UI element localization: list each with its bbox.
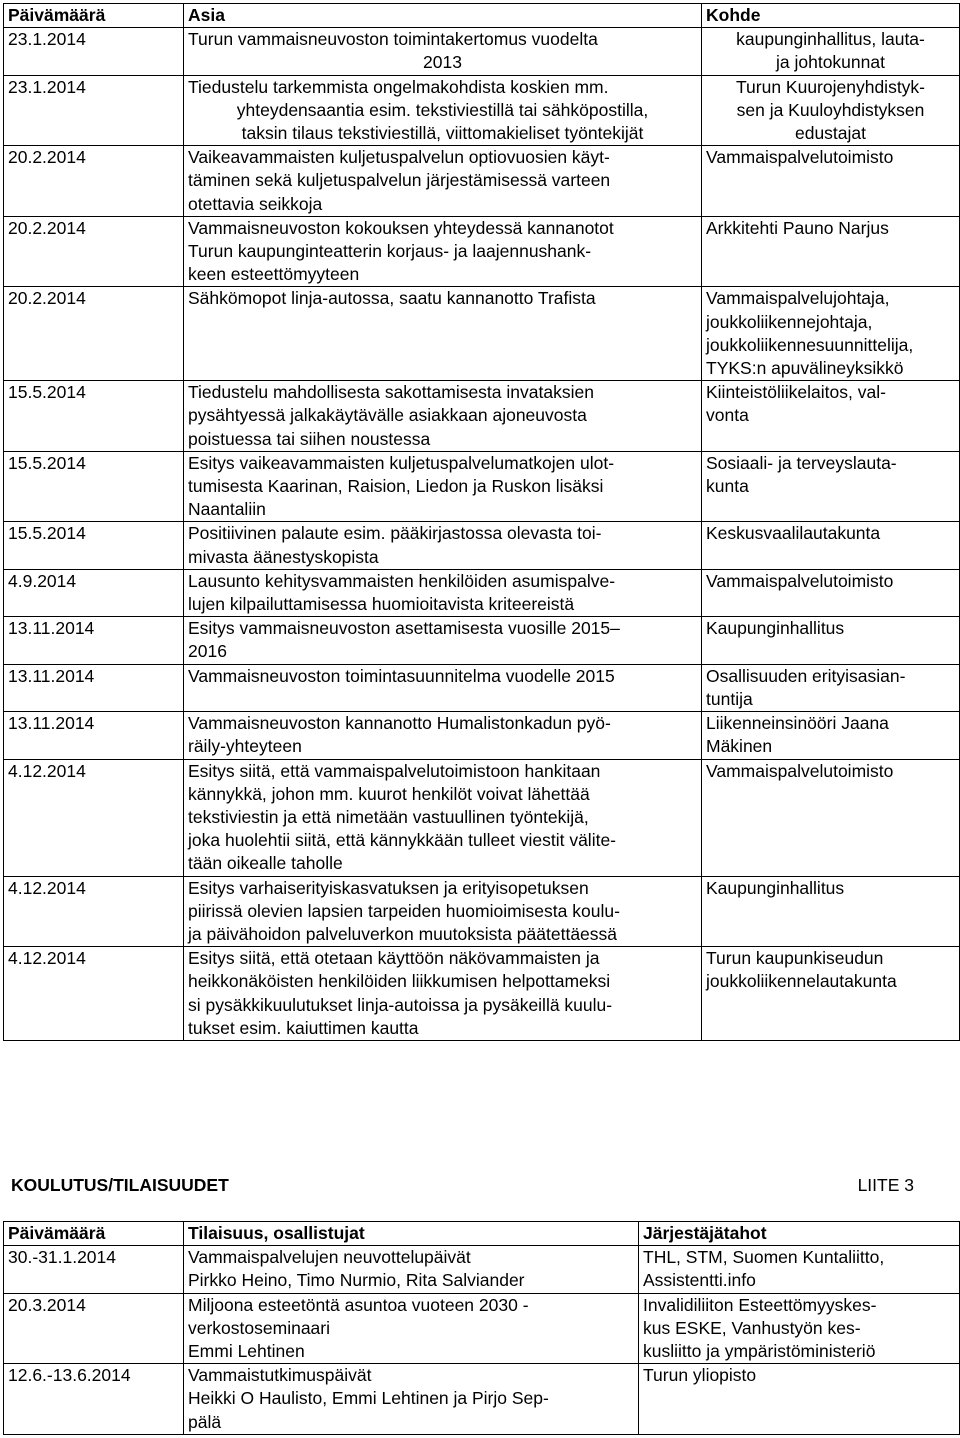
table-row [4,1364,960,1435]
target-cell [702,876,960,947]
cell-line: räily-yhteyteen [188,736,302,757]
organizer-cell [639,1293,960,1364]
subject-cell [184,759,702,876]
date-cell: 23.1.2014 [4,28,184,75]
cell-line: Esitys varhaiserityiskasvatuksen ja erityisopetuksen [188,877,589,898]
cell-line: Naantaliin [188,499,266,520]
target-cell [702,947,960,1041]
cell-line: pysähtyessä jalkakäytävälle asiakkaan ajoneuvosta [188,405,587,426]
cell-line: Keskusvaalilautakunta [706,523,881,544]
cell-line: heikkonäköisten henkilöiden liikkumisen helpottameksi [188,971,611,992]
table-row [4,522,960,569]
target-cell [702,759,960,876]
cell-line: kus ESKE, Vanhustyön kes- [643,1317,861,1338]
cell-line: joka huolehtii siitä, että kännykkään tulleet viestit välite- [188,830,617,851]
table-row [4,712,960,759]
cell-line: kaupunginhallitus, lauta- [736,29,925,50]
table-row [4,75,960,146]
cell-line: joukkoliikennesuunnittelija, [706,334,914,355]
target-cell [702,522,960,569]
table-row [4,617,960,664]
appendix-label: LIITE 3 [857,1175,914,1195]
date-cell: 13.11.2014 [4,712,184,759]
subject-cell [184,876,702,947]
cell-line: Kiinteistöliikelaitos, val- [706,382,886,403]
cell-line: taksin tilaus tekstiviestillä, viittomakieliset työntekijät [241,123,644,144]
target-cell [702,381,960,452]
cell-line: mivasta äänestyskopista [188,546,379,567]
table-row [4,947,960,1041]
cell-line: tään oikealle taholle [188,853,343,874]
cell-line: Vammaispalvelutoimisto [706,760,894,781]
table-header-row [4,1222,960,1246]
cell-line: Invalidiliiton Esteettömyyskes- [643,1294,877,1315]
event-cell [184,1246,639,1293]
cell-line: Positiivinen palaute esim. pääkirjastossa olevasta toi- [188,523,602,544]
header-target: Kohde [702,4,960,28]
cell-line: Vammaisneuvoston kokouksen yhteydessä kannanotot [188,217,614,238]
subject-cell [184,287,702,381]
subject-cell [184,664,702,711]
event-cell [184,1364,639,1435]
cell-line: ja päivähoidon palveluverkon muutoksista päätettäessä [188,923,618,944]
cell-line: Vammaispalvelutoimisto [706,570,894,591]
actions-table [3,3,960,1041]
table-row [4,1246,960,1293]
date-cell: 20.2.2014 [4,216,184,287]
date-cell: 15.5.2014 [4,522,184,569]
date-cell: 23.1.2014 [4,75,184,146]
cell-line: pälä [188,1411,222,1432]
events-table [3,1221,960,1435]
cell-line: Vammaispalvelujen neuvottelupäivät [188,1247,471,1268]
target-cell [702,451,960,522]
cell-line: kunta [706,476,749,497]
table-row [4,451,960,522]
cell-line: Turun kaupunginteatterin korjaus- ja laajennushank- [188,241,592,262]
table-row [4,381,960,452]
cell-line: Assistentti.info [643,1270,756,1291]
cell-line: joukkoliikennelautakunta [706,971,897,992]
cell-line: Mäkinen [706,736,773,757]
table-row [4,876,960,947]
cell-line: Tiedustelu tarkemmista ongelmakohdista koskien mm. [188,76,609,97]
cell-line: tumisesta Kaarinan, Raision, Liedon ja Ruskon lisäksi [188,476,604,497]
cell-line: Arkkitehti Pauno Narjus [706,217,889,238]
subject-cell [184,712,702,759]
subject-cell [184,569,702,616]
date-cell: 15.5.2014 [4,451,184,522]
cell-line: Osallisuuden erityisasian- [706,665,906,686]
table-row [4,759,960,876]
cell-line: kännykkä, johon mm. kuurot henkilöt voivat lähettää [188,783,590,804]
cell-line: yhteydensaantia esim. tekstiviestillä tai sähköpostilla, [236,99,649,120]
subject-cell [184,75,702,146]
cell-line: Vammaistutkimuspäivät [188,1365,372,1386]
cell-line: vonta [706,405,749,426]
cell-line: Turun kaupunkiseudun [706,948,884,969]
cell-line: Lausunto kehitysvammaisten henkilöiden asumispalve- [188,570,616,591]
target-cell [702,287,960,381]
table-row [4,216,960,287]
cell-line: Vaikeavammaisten kuljetuspalvelun optiovuosien käyt- [188,147,610,168]
cell-line: Vammaisneuvoston toimintasuunnitelma vuodelle 2015 [188,665,615,686]
cell-line: Turun Kuurojenyhdistyk- [735,76,926,97]
cell-line: verkostoseminaari [188,1317,330,1338]
cell-line: Miljoona esteetöntä asuntoa vuoteen 2030 - [188,1294,529,1315]
subject-cell [184,146,702,217]
table-row [4,569,960,616]
organizer-cell [639,1364,960,1435]
subject-cell [184,216,702,287]
cell-line: Esitys vammaisneuvoston asettamisesta vuosille 2015– [188,618,620,639]
cell-line: TYKS:n apuvälineyksikkö [706,358,904,379]
cell-line: lujen kilpailuttamisessa huomioitavista kriteereistä [188,594,575,615]
target-cell [702,216,960,287]
cell-line: Vammaispalvelutoimisto [706,147,894,168]
date-cell: 30.-31.1.2014 [4,1246,184,1293]
cell-line: THL, STM, Suomen Kuntaliitto, [643,1247,885,1268]
cell-line: tuntija [706,688,753,709]
date-cell: 20.2.2014 [4,146,184,217]
cell-line: täminen sekä kuljetuspalvelun järjestämisessä varteen [188,170,611,191]
cell-line: piirissä olevien lapsien tarpeiden huomioimisesta koulu- [188,900,620,921]
target-cell [702,664,960,711]
subject-cell [184,522,702,569]
header-date: Päivämäärä [4,1222,184,1246]
date-cell: 4.12.2014 [4,947,184,1041]
target-cell [702,617,960,664]
cell-line: ja johtokunnat [776,52,885,73]
subject-cell [184,451,702,522]
cell-line: Vammaisneuvoston kannanotto Humalistonkadun pyö- [188,713,611,734]
cell-line: Liikenneinsinööri Jaana [706,713,889,734]
subject-cell [184,28,702,75]
cell-line: kusliitto ja ympäristöministeriö [643,1341,876,1362]
cell-line: Esitys vaikeavammaisten kuljetuspalvelumatkojen ulot- [188,452,615,473]
date-cell: 4.12.2014 [4,759,184,876]
date-cell: 15.5.2014 [4,381,184,452]
table-row [4,1293,960,1364]
date-cell: 13.11.2014 [4,664,184,711]
cell-line: Sähkömopot linja-autossa, saatu kannanotto Trafista [188,288,596,309]
header-event: Tilaisuus, osallistujat [184,1222,639,1246]
cell-line: Kaupunginhallitus [706,877,845,898]
cell-line: Pirkko Heino, Timo Nurmio, Rita Salviander [188,1270,525,1291]
cell-line: edustajat [794,123,867,144]
cell-line: sen ja Kuuloyhdistyksen [736,99,925,120]
target-cell [702,712,960,759]
table-row [4,287,960,381]
table-row [4,28,960,75]
date-cell: 12.6.-13.6.2014 [4,1364,184,1435]
date-cell: 13.11.2014 [4,617,184,664]
cell-line: Turun yliopisto [643,1365,757,1386]
cell-line: otettavia seikkoja [188,193,323,214]
target-cell [702,569,960,616]
cell-line: si pysäkkikuulutukset linja-autoissa ja pysäkeillä kuulu- [188,994,613,1015]
cell-line: tekstiviestin ja että nimetään vastuullinen työntekijä, [188,806,589,827]
organizer-cell [639,1246,960,1293]
target-cell [702,146,960,217]
cell-line: Tiedustelu mahdollisesta sakottamisesta invataksien [188,382,594,403]
cell-line: Heikki O Haulisto, Emmi Lehtinen ja Pirjo Sep- [188,1388,549,1409]
subject-cell [184,617,702,664]
cell-line: Esitys siitä, että vammaispalvelutoimistoon hankitaan [188,760,601,781]
cell-line: Sosiaali- ja terveyslauta- [706,452,897,473]
cell-line: keen esteettömyyteen [188,264,360,285]
subject-cell [184,947,702,1041]
date-cell: 4.9.2014 [4,569,184,616]
cell-line: Kaupunginhallitus [706,618,845,639]
cell-line: Vammaispalvelujohtaja, [706,288,890,309]
section-title: KOULUTUS/TILAISUUDET [11,1175,229,1195]
cell-line: Turun vammaisneuvoston toimintakertomus vuodelta [188,29,598,50]
date-cell: 20.2.2014 [4,287,184,381]
cell-line: poistuessa tai siihen noustessa [188,428,431,449]
target-cell [702,75,960,146]
table-header-row [4,4,960,28]
date-cell: 4.12.2014 [4,876,184,947]
header-date: Päivämäärä [4,4,184,28]
cell-line: tukset esim. kaiuttimen kautta [188,1017,419,1038]
table-row [4,146,960,217]
cell-line: joukkoliikennejohtaja, [706,311,873,332]
event-cell [184,1293,639,1364]
cell-line: 2016 [188,641,227,662]
table-row [4,664,960,711]
header-subject: Asia [184,4,702,28]
cell-line: Emmi Lehtinen [188,1341,305,1362]
target-cell [702,28,960,75]
cell-line: Esitys siitä, että otetaan käyttöön näkövammaisten ja [188,948,600,969]
subject-cell [184,381,702,452]
header-organizer: Järjestäjätahot [639,1222,960,1246]
date-cell: 20.3.2014 [4,1293,184,1364]
cell-line: 2013 [423,52,462,73]
